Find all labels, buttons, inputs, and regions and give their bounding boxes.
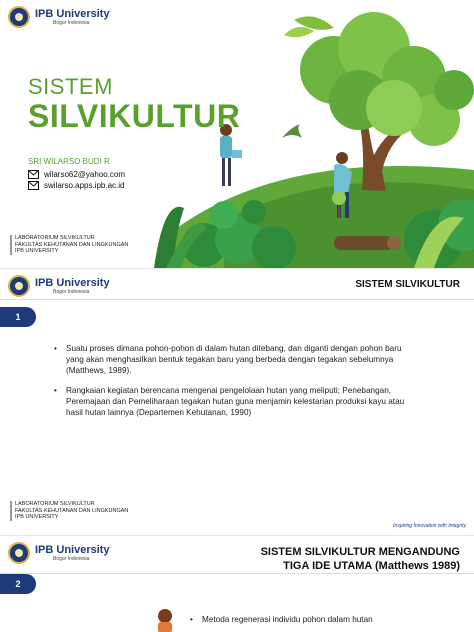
university-tagline: Inspiring Innovation with Integrity [393, 523, 466, 529]
logo-name: IPB University [35, 276, 110, 289]
website-contact [28, 181, 124, 190]
slide-number-badge: 1 [0, 307, 36, 327]
lab-line: LABORATORIUM SILVIKULTUR [15, 235, 95, 241]
title-line-2: TIGA IDE UTAMA (Matthews 1989) [283, 560, 460, 572]
ipb-logo [8, 542, 110, 564]
lab-line: FAKULTAS KEHUTANAN DAN LINGKUNGAN [15, 507, 129, 514]
divider [0, 573, 474, 574]
ipb-logo [8, 6, 110, 28]
slide-title: SISTEM SILVIKULTUR [355, 279, 460, 290]
bullet-dot-icon: • [54, 386, 57, 395]
logo-name: IPB University [35, 7, 110, 20]
person-illustration [150, 608, 180, 632]
title-line-1: SISTEM SILVIKULTUR MENGANDUNG [260, 546, 460, 558]
lab-line: IPB UNIVERSITY [15, 248, 59, 255]
ipb-seal-icon [8, 542, 30, 564]
email-contact [28, 170, 125, 179]
list-item [190, 614, 450, 625]
definition-slide [0, 268, 474, 535]
logo-tagline: Bogor Indonesia [53, 555, 90, 562]
lab-line: FAKULTAS KEHUTANAN DAN LINGKUNGAN [15, 241, 129, 248]
ipb-seal-icon [8, 6, 30, 28]
slide-number-badge: 2 [0, 574, 36, 594]
list-item [54, 343, 414, 376]
lab-line: IPB UNIVERSITY [15, 514, 59, 521]
bullet-text: Rangkaian kegiatan berencana mengenai pengelolaan hutan yang meliputi; Penebangan, Peremajaan dan Pemeliharaan tegakan hutan guna menjamin kelestarian produksi kayu atau hasil hutan lainnya (Departemen Kehutanan, 1990) [66, 386, 405, 417]
bullet-list [54, 343, 414, 427]
website-text: swilarso.apps.ipb.ac.id [44, 181, 125, 190]
logo-tagline: Bogor Indonesia [53, 19, 90, 26]
bullet-dot-icon: • [190, 615, 193, 624]
lab-line: LABORATORIUM SILVIKULTUR [15, 501, 95, 507]
author-name: SRI WILARSO BUDI R [28, 157, 110, 166]
ipb-seal-icon [8, 275, 30, 297]
bullet-text: Suatu proses dimana pohon-pohon di dalam hutan ditebang, dan diganti dengan pohon baru yang akan menghasilkan bentuk tegakan baru yang berbeda dengan tegakan sebelumnya (Matthews, 1989). [66, 344, 402, 375]
main-ideas-slide [0, 535, 474, 632]
envelope-icon [28, 170, 39, 179]
bullet-dot-icon: • [54, 344, 57, 353]
title-line-1: SISTEM [28, 74, 113, 99]
logo-name: IPB University [35, 543, 110, 556]
list-item [54, 385, 414, 418]
bullet-text: Metoda regenerasi individu pohon dalam hutan [202, 615, 373, 624]
logo-tagline: Bogor Indonesia [53, 288, 90, 295]
title-line-2: SILVIKULTUR [28, 98, 241, 134]
ipb-logo [8, 275, 110, 297]
slide-title [261, 545, 460, 573]
email-text: wilarso62@yahoo.com [44, 170, 126, 179]
lab-footer [10, 235, 128, 255]
title-slide [0, 0, 474, 268]
divider [0, 299, 474, 300]
lab-footer [10, 501, 128, 521]
envelope-icon [28, 181, 39, 190]
